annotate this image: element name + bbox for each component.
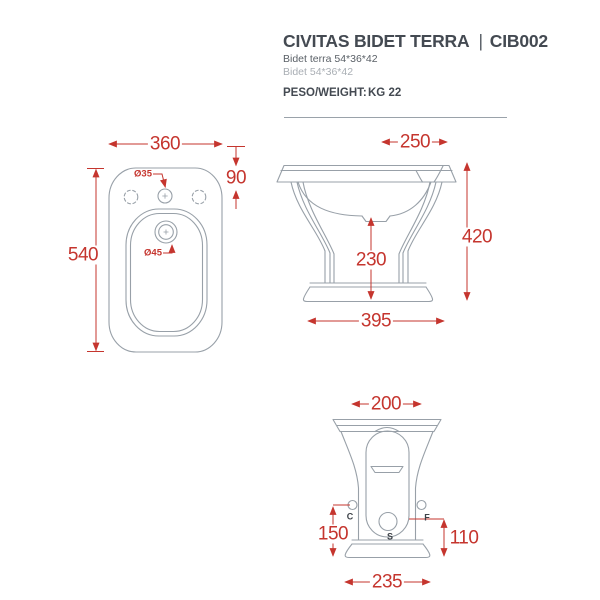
dimension-label-basin-height: 230 <box>355 249 387 271</box>
dimension-label-drain-diameter: Ø45 <box>144 247 162 259</box>
product-subtitle-primary: Bidet terra 54*36*42 <box>283 53 378 65</box>
rim-back <box>333 420 441 432</box>
dimension-label-length: 540 <box>67 244 99 266</box>
product-subtitle-secondary: Bidet 54*36*42 <box>283 65 354 78</box>
back-slot <box>371 467 403 473</box>
title-separator: | <box>478 31 483 51</box>
hot-water-inlet <box>417 501 426 510</box>
tap-hole-right-dashed <box>192 190 206 204</box>
basin-back-wall <box>416 166 443 182</box>
leader-drain-hole <box>163 245 172 253</box>
rim-profile <box>277 166 456 183</box>
dimension-label-width: 360 <box>149 133 181 155</box>
drain-label: S <box>386 531 394 542</box>
body-right <box>416 432 434 541</box>
tap-hole-left-dashed <box>124 190 138 204</box>
cold-water-label: C <box>346 511 354 522</box>
side-view-drawing <box>277 142 467 321</box>
body-contour-left-3 <box>303 182 334 283</box>
dimension-label-depth: 395 <box>360 310 392 332</box>
overflow-notch <box>362 216 390 222</box>
drain-outlet-circle <box>379 513 397 531</box>
dimension-label-top-width: 200 <box>370 393 402 415</box>
body-contour-right-3 <box>399 182 430 283</box>
hot-water-label: F <box>424 512 430 523</box>
back-recess-capsule <box>366 431 409 537</box>
base-skirt <box>303 287 432 302</box>
dimension-label-tap-diameter: Ø35 <box>134 168 152 180</box>
dimension-label-height: 420 <box>461 226 493 248</box>
leader-tap-hole <box>152 174 165 187</box>
drain-crosshair <box>164 230 168 234</box>
dimension-label-cold-inlet-height: 150 <box>317 523 349 545</box>
dimension-label-rim-depth: 250 <box>399 131 431 153</box>
top-view-drawing <box>87 144 245 352</box>
weight-label: PESO/WEIGHT: <box>283 87 367 99</box>
weight-value: KG 22 <box>368 87 402 99</box>
dimension-label-base-width: 235 <box>371 571 403 593</box>
base-band <box>310 283 426 287</box>
tap-hole-crosshair <box>163 194 168 199</box>
product-name: CIVITAS BIDET TERRA <box>283 31 470 51</box>
basin-rim-inner <box>131 214 203 332</box>
dimension-label-tap-offset: 90 <box>225 167 247 189</box>
dimension-label-drain-height: 110 <box>449 527 479 549</box>
back-view-drawing <box>333 404 444 582</box>
basin-rim-outer <box>126 209 207 336</box>
product-code: CIB002 <box>489 31 548 51</box>
base-skirt-back <box>345 544 430 558</box>
